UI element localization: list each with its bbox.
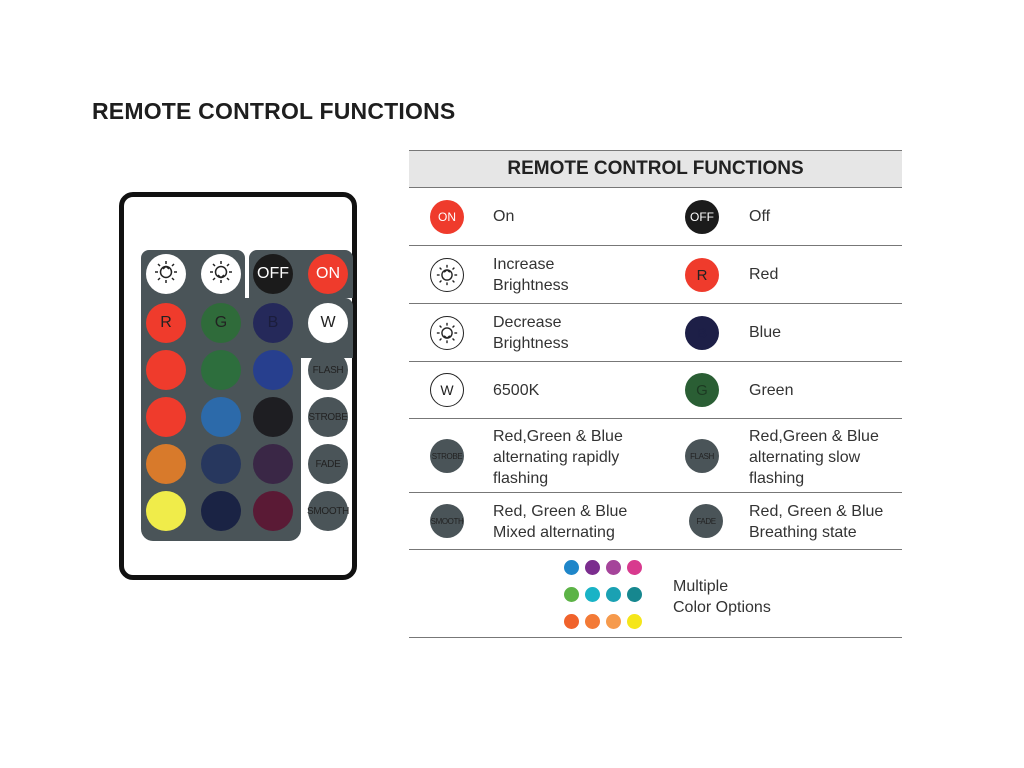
color-button[interactable] [201,444,241,484]
fade-label: FADE [315,458,341,470]
color-swatch [606,587,621,602]
red-description: Red [749,266,779,283]
red-icon [685,258,719,292]
color-button[interactable] [201,350,241,390]
color-button[interactable] [253,444,293,484]
blue-description: Blue [749,324,782,341]
strobe-button[interactable] [308,397,348,437]
red-icon-label: R [696,266,708,284]
color-swatch [585,587,600,602]
color-swatch [627,587,642,602]
color-button[interactable] [146,491,186,531]
green-description: Green [749,382,794,399]
table-header: REMOTE CONTROL FUNCTIONS [409,150,902,188]
color-swatch [606,614,621,629]
smooth-label: SMOOTH [306,505,350,517]
b-label: B [267,314,279,331]
multiple-color-description: Multiple Color Options [673,578,771,616]
fade-icon-label: FADE [696,516,716,526]
color-button[interactable] [146,397,186,437]
on-icon [430,200,464,234]
strobe-icon [430,439,464,473]
blue-icon [685,316,719,350]
blue-button[interactable] [253,303,293,343]
table-row [409,304,902,362]
remote-control [119,192,357,580]
on-button[interactable] [308,254,348,294]
on-icon-label: ON [438,210,456,224]
page-title: REMOTE CONTROL FUNCTIONS [92,98,456,124]
increase-brightness-description: Increase Brightness [493,256,569,294]
white-button[interactable] [308,303,348,343]
green-button[interactable] [201,303,241,343]
smooth-button[interactable] [308,491,348,531]
smooth-description: Red, Green & Blue Mixed alternating [493,503,628,541]
flash-icon [685,439,719,473]
color-swatch [585,560,600,575]
color-swatch [564,614,579,629]
green-icon [685,373,719,407]
flash-icon-label: FLASH [690,451,714,461]
sun-up-icon [430,258,464,292]
color-swatch [585,614,600,629]
w-label: W [320,314,336,331]
table-row [409,246,902,304]
r-label: R [160,314,172,331]
color-button[interactable] [146,444,186,484]
strobe-description: Red,Green & Blue alternating rapidly flashing [493,428,623,487]
brightness-up-button[interactable] [146,254,186,294]
fade-description: Red, Green & Blue Breathing state [749,503,884,541]
6500k-description: 6500K [493,382,540,399]
flash-button[interactable] [308,350,348,390]
color-button[interactable] [253,397,293,437]
sun-down-icon [208,259,234,290]
functions-table [409,150,902,638]
table-row [409,419,902,493]
table-row [409,362,902,419]
color-button[interactable] [253,491,293,531]
color-button[interactable] [253,350,293,390]
off-icon [685,200,719,234]
color-button[interactable] [146,350,186,390]
white-icon [430,373,464,407]
off-label: OFF [257,265,289,282]
strobe-label: STROBE [308,411,348,423]
color-swatch [606,560,621,575]
off-description: Off [749,208,771,225]
g-label: G [214,314,228,331]
strobe-icon-label: STROBE [431,451,463,461]
decrease-brightness-description: Decrease Brightness [493,314,569,352]
on-description: On [493,208,515,225]
table-row [409,493,902,550]
table-row [409,550,902,638]
flash-label: FLASH [312,364,344,376]
fade-button[interactable] [308,444,348,484]
blue-icon-label: B [696,324,707,342]
green-icon-label: G [696,381,708,399]
sun-up-icon [153,259,179,290]
sun-down-icon [430,316,464,350]
off-button[interactable] [253,254,293,294]
fade-icon [689,504,723,538]
color-button[interactable] [201,491,241,531]
off-icon-label: OFF [690,210,714,224]
white-icon-label: W [440,382,454,398]
color-swatch [627,560,642,575]
color-swatch [564,587,579,602]
flash-description: Red,Green & Blue alternating slow flashing [749,428,879,487]
on-label: ON [316,265,340,282]
color-swatch [564,560,579,575]
color-swatch-grid [564,560,644,630]
table-row [409,188,902,246]
brightness-down-button[interactable] [201,254,241,294]
smooth-icon [430,504,464,538]
color-swatch [627,614,642,629]
smooth-icon-label: SMOOTH [430,516,464,526]
color-button[interactable] [201,397,241,437]
red-button[interactable] [146,303,186,343]
